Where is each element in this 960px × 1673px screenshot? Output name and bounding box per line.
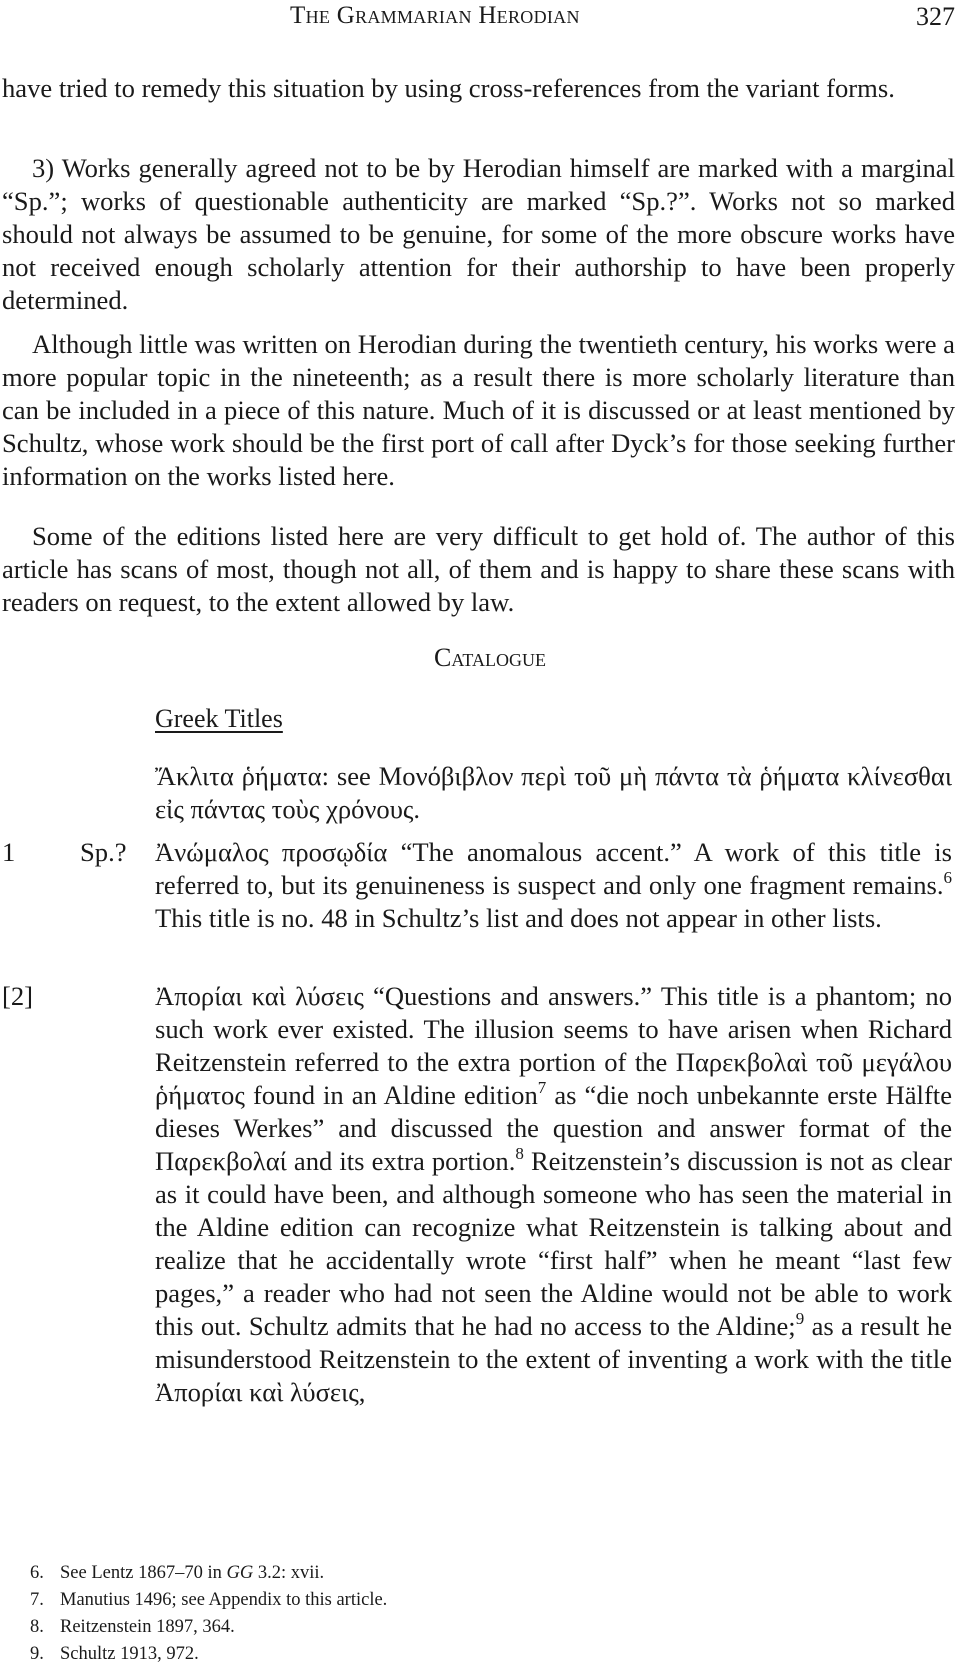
subheading-greek-titles: Greek Titles <box>155 704 283 733</box>
paragraph-scholarly-literature: Although little was written on Herodian during the twentieth century, his works were a more popular topic in the nineteenth; as a result there is more scholarly literature than can be included in a piece of this nature. Much of it is discussed or at least mentioned by Schultz, whose work should be the first port of call after Dyck’s for those seeking further information on the works listed here. <box>2 329 955 491</box>
page-number: 327 <box>916 2 955 31</box>
footnote-number: 9. <box>30 1644 44 1664</box>
entry-text-part: This title is no. 48 in Schultz’s list and does not appear in other lists. <box>155 903 882 933</box>
footnote-text: Reitzenstein 1897, 364. <box>60 1617 235 1637</box>
paragraph-authenticity-marks: 3) Works generally agreed not to be by Herodian himself are marked with a marginal “Sp.”; works of questionable authenticity are marked “Sp.?”. Works not so marked should not always be assumed to be genuine, for some of the more obscure works have not received enough scholarly attention for their authorship to have been properly determined. <box>2 153 955 315</box>
footnote-ref[interactable]: 7 <box>537 1077 547 1097</box>
entry-text: Ἄκλιτα ῥήματα: see Μονόβιβλον περὶ τοῦ μὴ πάντα τὰ ῥήματα κλίνεσθαι εἰς πάντας τοὺς χρόνους. <box>155 761 952 824</box>
footnote-number: 7. <box>30 1590 44 1610</box>
entry-text-part: as a result he misunderstood Reitzenstein to the extent of inventing a work with the title Ἀπορίαι καὶ λύσεις, <box>155 1311 952 1407</box>
entry-text-part: Ἀπορίαι καὶ λύσεις “Questions and answers.” This title is a phantom; no such work ever existed. The illusion seems to have arisen when Richard Reitzenstein referred to the extra portion of the Παρεκβολαὶ τοῦ μεγάλου ῥήματος found in an Aldine edition <box>155 981 952 1110</box>
footnote-ref[interactable]: 9 <box>795 1308 805 1328</box>
entry-text <box>155 980 952 1409</box>
footnote-ref[interactable]: 6 <box>943 867 952 887</box>
entry-number: 1 <box>2 837 16 867</box>
footnote-number: 6. <box>30 1563 44 1583</box>
footnote-text: Schultz 1913, 972. <box>60 1644 199 1664</box>
footnote-number: 8. <box>30 1617 44 1637</box>
entry-number: [2] <box>2 981 34 1011</box>
footnote-text: Manutius 1496; see Appendix to this article. <box>60 1590 388 1610</box>
footnote-italic: GG <box>226 1563 254 1583</box>
entry-text-part: Reitzenstein’s discussion is not as clear as it could have been, and although someone who has seen the material in the Aldine edition can recognize what Reitzenstein is talking about and realize that he accidentally wrote “first half” when he meant “last few pages,” a reader who had not seen the Aldine would not be able to work this out. Schultz admits that he had no access to the Aldine; <box>155 1146 952 1341</box>
paragraph-continuation: have tried to remedy this situation by using cross-references from the variant forms. <box>2 73 895 103</box>
footnote-ref[interactable]: 8 <box>515 1143 524 1163</box>
section-heading-catalogue: Catalogue <box>434 643 546 672</box>
paragraph-editions: Some of the editions listed here are very difficult to get hold of. The author of this article has scans of most, though not all, of them and is happy to share these scans with readers on request, to the extent allowed by law. <box>2 521 955 617</box>
footnote-text-part: See Lentz 1867–70 in <box>60 1563 227 1583</box>
running-title: The Grammarian Herodian <box>290 2 580 29</box>
footnote-text-part: 3.2: xvii. <box>253 1563 325 1583</box>
entry-text-part: as “die noch unbekannte erste Hälfte dieses Werkes” and discussed the question and answer format of the Παρεκβολαί and its extra portion. <box>155 1080 952 1176</box>
entry-text-part: Ἀνώμαλος προσῳδία “The anomalous accent.” A work of this title is referred to, but its genuineness is suspect and only one fragment remains. <box>155 837 952 900</box>
footnote-text <box>60 1560 324 1587</box>
entry-spurious-mark: Sp.? <box>80 837 127 867</box>
running-head <box>0 2 960 38</box>
entry-text <box>155 836 952 935</box>
